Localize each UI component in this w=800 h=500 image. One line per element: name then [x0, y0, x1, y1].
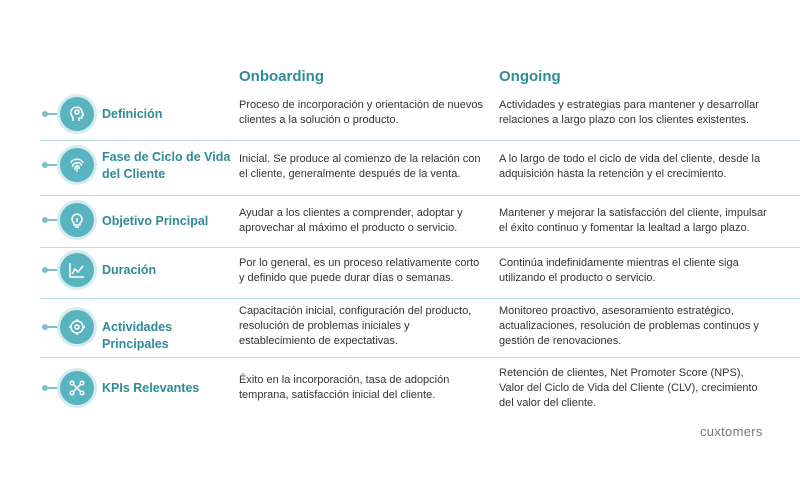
ongoing-cell: Monitoreo proactivo, asesoramiento estratégico, actualizaciones, resolución de problemas continuos y gestión de renovaciones. — [499, 305, 759, 347]
row-icon — [42, 310, 100, 344]
ongoing-cell: Retención de clientes, Net Promoter Score (NPS), Valor del Ciclo de Vida del Cliente (CLV), crecimiento del valor del cliente. — [499, 367, 758, 409]
row-icon — [42, 371, 100, 405]
row-label: Actividades Principales — [102, 320, 173, 351]
row-divider — [40, 140, 800, 141]
row-divider — [40, 298, 800, 299]
row-label: KPIs Relevantes — [102, 381, 200, 395]
row-divider — [40, 357, 800, 358]
gear-icon — [67, 317, 87, 337]
ongoing-cell: Continúa indefinidamente mientras el cliente siga utilizando el producto o servicio. — [499, 257, 739, 284]
row-label: Duración — [102, 263, 157, 277]
onboarding-cell: Por lo general, es un proceso relativamente corto y definido que puede durar días o semanas. — [239, 257, 480, 284]
chart-line-icon — [67, 260, 87, 280]
row-icon — [42, 203, 100, 237]
network-icon — [67, 378, 87, 398]
row-icon — [42, 148, 100, 182]
fingerprint-icon — [67, 155, 87, 175]
onboarding-cell: Proceso de incorporación y orientación de nuevos clientes a la solución o producto. — [239, 99, 483, 126]
onboarding-cell: Capacitación inicial, configuración del producto, resolución de problemas iniciales y establecimiento de expectativas. — [239, 305, 472, 347]
row-icon — [42, 253, 100, 287]
ongoing-cell: Mantener y mejorar la satisfacción del cliente, impulsar el éxito continuo y fomentar la lealtad a largo plazo. — [499, 207, 767, 234]
lightbulb-icon — [67, 210, 87, 230]
column-header-ongoing: Ongoing — [499, 68, 561, 85]
head-icon — [67, 104, 87, 124]
row-divider — [40, 247, 800, 248]
onboarding-cell: Inicial. Se produce al comienzo de la relación con el cliente, generalmente después de la venta. — [239, 153, 481, 180]
brand-logo-text: cuxtomers — [700, 424, 763, 439]
onboarding-cell: Éxito en la incorporación, tasa de adopción temprana, satisfacción inicial del cliente. — [239, 374, 450, 401]
onboarding-cell: Ayudar a los clientes a comprender, adoptar y aprovechar al máximo el producto o servicio. — [239, 207, 463, 234]
row-divider — [40, 195, 800, 196]
column-header-onboarding: Onboarding — [239, 68, 324, 85]
row-label: Fase de Ciclo de Vida del Cliente — [102, 150, 231, 181]
row-label: Definición — [102, 107, 163, 121]
ongoing-cell: Actividades y estrategias para mantener y desarrollar relaciones a largo plazo con los clientes existentes. — [499, 99, 759, 126]
row-icon — [42, 97, 100, 131]
ongoing-cell: A lo largo de todo el ciclo de vida del cliente, desde la adquisición hasta la retención y el crecimiento. — [499, 153, 761, 180]
row-label: Objetivo Principal — [102, 214, 209, 228]
